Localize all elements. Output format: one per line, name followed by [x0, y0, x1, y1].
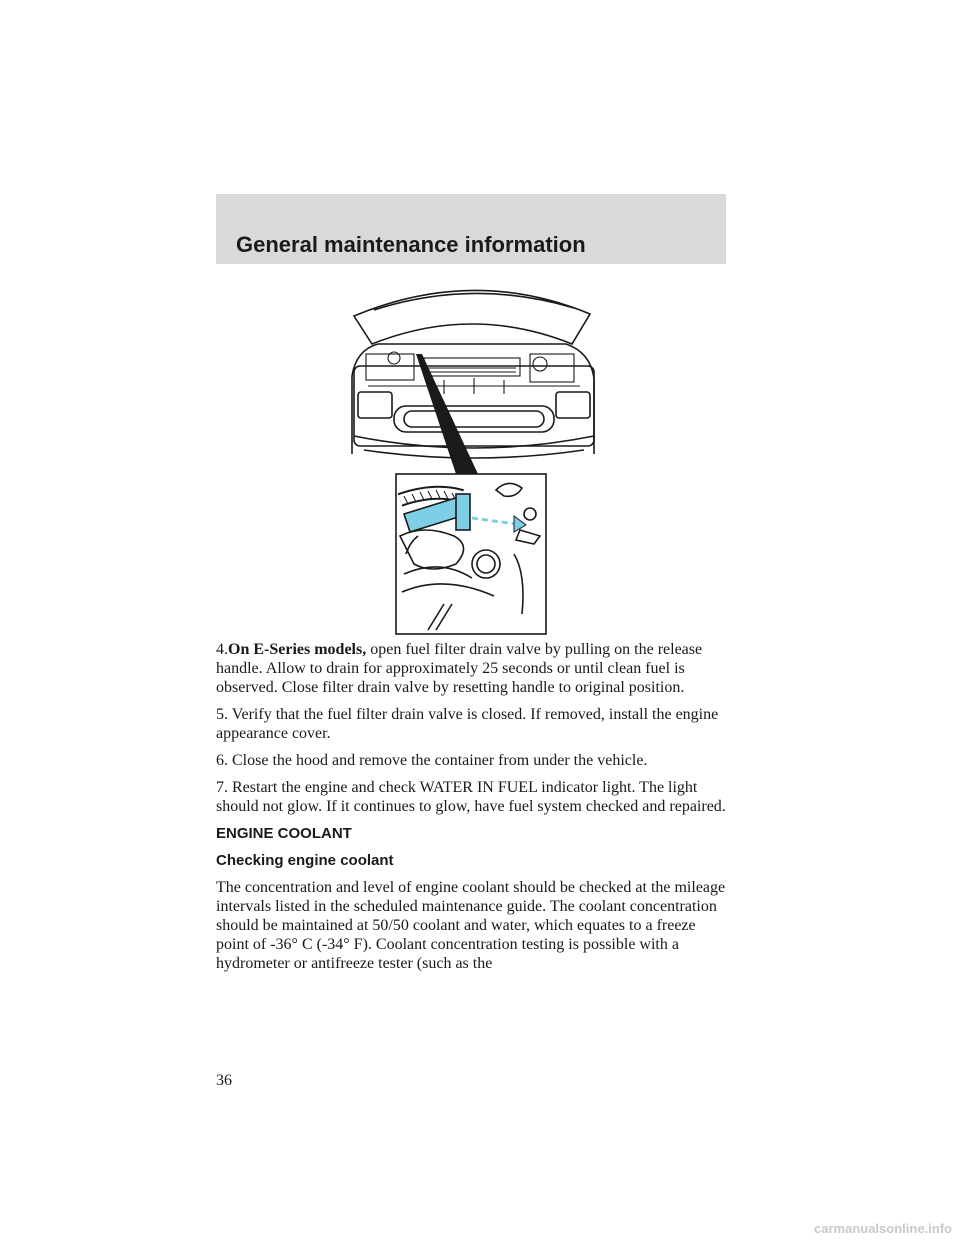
step-5: 5. Verify that the fuel filter drain valve is closed. If removed, install the engine appearance cover.	[216, 706, 719, 742]
step-4	[216, 640, 728, 697]
van-front-body	[352, 344, 594, 458]
subheading-checking-engine-coolant: Checking engine coolant	[216, 852, 394, 869]
inset-detail-box	[396, 474, 546, 634]
section-title: General maintenance information	[236, 232, 586, 257]
section-header-band	[216, 194, 726, 264]
step-6: 6. Close the hood and remove the container from under the vehicle.	[216, 752, 648, 769]
heading-engine-coolant: ENGINE COOLANT	[216, 825, 352, 842]
coolant-paragraph: The concentration and level of engine coolant should be checked at the mileage intervals listed in the scheduled maintenance guide. The coolant concentration should be maintained at 50/50 coolant and water, which equates to a freeze point of -36° C (-34° F). Coolant concentration testing is possible with a hydrometer or antifreeze tester (such as the	[216, 879, 726, 972]
van-engine-fuel-filter-illustration-icon	[344, 274, 614, 638]
step-4-number: 4.	[216, 641, 228, 658]
watermark: carmanualsonline.info	[814, 1221, 952, 1236]
body-content	[216, 640, 728, 981]
step-7: 7. Restart the engine and check WATER IN FUEL indicator light. The light should not glow. If it continues to glow, have fuel system checked and repaired.	[216, 779, 726, 815]
raised-hood	[354, 290, 590, 344]
step-4-lead: On E-Series models,	[228, 641, 367, 658]
page-number: 36	[216, 1072, 232, 1089]
step-4-text: open fuel filter drain valve by pulling on the release handle. Allow to drain for approximately 25 seconds or until clean fuel is observed. Close filter drain valve by resetting handle to original position.	[216, 641, 703, 696]
